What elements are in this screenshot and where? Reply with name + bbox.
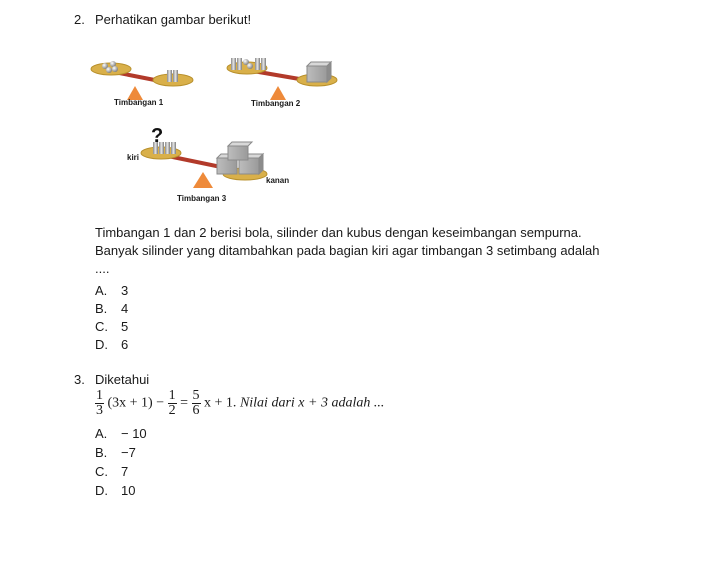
q2-prompt: Perhatikan gambar berikut! <box>95 12 252 27</box>
scale-1-label: Timbangan 1 <box>114 98 164 107</box>
q3-option-b[interactable]: B. −7 <box>95 445 136 460</box>
q3-number: 3. <box>74 372 85 387</box>
cylinder-icon <box>231 58 236 70</box>
q2-number: 2. <box>74 12 85 27</box>
right-label: kanan <box>266 176 290 185</box>
q3-option-a[interactable]: A. − 10 <box>95 426 147 441</box>
scale-3-fulcrum <box>193 172 213 188</box>
ball-icon <box>106 67 112 73</box>
question-mark: ? <box>151 125 164 147</box>
q2-text-line2: Banyak silinder yang ditambahkan pada bagian kiri agar timbangan 3 setimbang adalah <box>95 243 600 258</box>
cube-icon <box>307 66 327 82</box>
cylinder-icon <box>165 142 170 154</box>
scale-2-fulcrum <box>270 86 286 100</box>
cylinder-icon <box>173 70 178 82</box>
q3-option-d[interactable]: D. 10 <box>95 483 136 498</box>
q2-text-line3: .... <box>95 261 110 276</box>
cylinder-icon <box>167 70 172 82</box>
cylinder-icon <box>237 58 242 70</box>
cylinder-icon <box>261 58 266 70</box>
left-label: kiri <box>127 153 140 162</box>
q2-option-c[interactable]: C. 5 <box>95 319 129 334</box>
scale-3 <box>141 142 267 188</box>
q3-equation: $\frac{1}{3}$ (3x + 1) − $\frac{1}{2}$ = $\frac{5}{6}$ x + 1. Nilai dari x + 3 adalah ... <box>96 388 385 418</box>
fraction-five-sixths: $\frac{5}{6}$ <box>192 388 200 418</box>
cylinder-icon <box>171 142 176 154</box>
q3-option-c[interactable]: C. 7 <box>95 464 129 479</box>
ball-icon <box>247 63 253 69</box>
q2-option-b[interactable]: B. 4 <box>95 301 129 316</box>
balance-scales-figure <box>85 50 355 210</box>
fraction-one-half: $\frac{1}{2}$ <box>168 388 176 418</box>
q2-text-line1: Timbangan 1 dan 2 berisi bola, silinder dan kubus dengan keseimbangan sempurna. <box>95 225 582 240</box>
scale-2-label: Timbangan 2 <box>251 99 301 108</box>
cylinder-icon <box>255 58 260 70</box>
q2-option-d[interactable]: D. 6 <box>95 337 129 352</box>
fraction-one-third: $\frac{1}{3}$ <box>96 388 103 418</box>
scale-3-label: Timbangan 3 <box>177 194 227 203</box>
q2-option-a[interactable]: A. 3 <box>95 283 129 298</box>
cube-icon <box>228 146 248 160</box>
scale-2 <box>227 58 337 100</box>
ball-icon <box>112 66 118 72</box>
q3-prompt: Diketahui <box>95 372 150 387</box>
scale-1 <box>91 61 193 100</box>
